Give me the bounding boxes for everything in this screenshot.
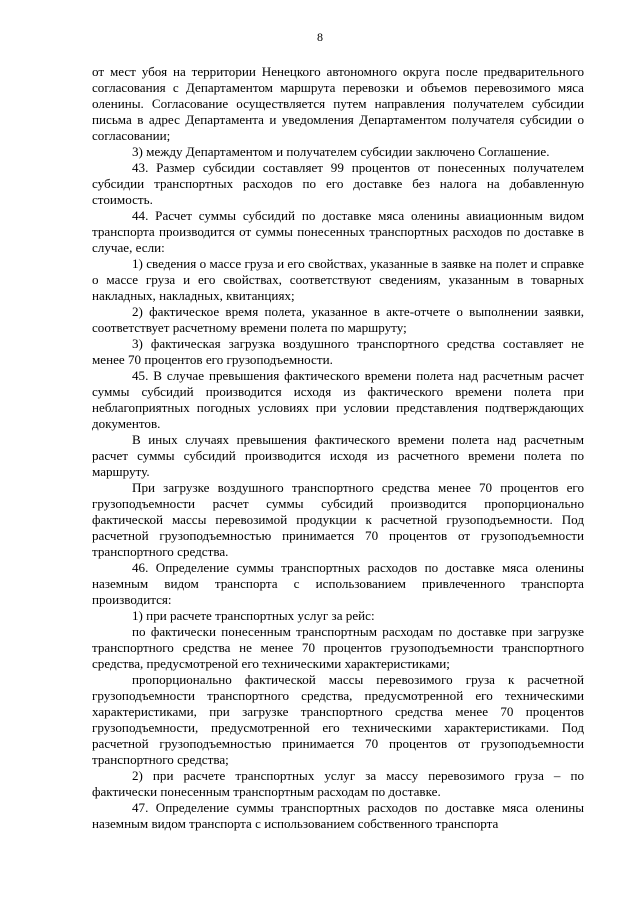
paragraph-44-item-3: 3) фактическая загрузка воздушного транспортного средства составляет не менее 70 процентов его грузоподъемности. — [92, 336, 584, 367]
paragraph-continuation: от мест убоя на территории Ненецкого автономного округа после предварительного согласования с Департаментом маршрута перевозки и объемов перевозимого мяса оленины. Согласование осуществляется путем направления получателем субсидии письма в адрес Департамента и уведомления Департаментом получателя субсидии о согласовании; — [92, 64, 584, 143]
paragraph-46: 46. Определение суммы транспортных расходов по доставке мяса оленины наземным видом транспорта с использованием привлеченного транспорта производится: — [92, 560, 584, 607]
paragraph-46-item-1: 1) при расчете транспортных услуг за рейс: — [132, 608, 375, 623]
paragraph-47: 47. Определение суммы транспортных расходов по доставке мяса оленины наземным видом транспорта с использованием собственного транспорта — [92, 800, 584, 831]
document-body — [92, 64, 584, 832]
paragraph-44-item-2: 2) фактическое время полета, указанное в акте-отчете о выполнении заявки, соответствует расчетному времени полета по маршруту; — [92, 304, 584, 335]
paragraph-item-3-agreement: 3) между Департаментом и получателем субсидии заключено Соглашение. — [132, 144, 550, 159]
paragraph-46-item-2: 2) при расчете транспортных услуг за массу перевозимого груза – по фактически понесенным транспортным расходам по доставке. — [92, 768, 584, 799]
paragraph-46-item-1-proportional: пропорционально фактической массы перевозимого груза к расчетной грузоподъемности транспортного средства, предусмотренной его техническими характеристиками, при загрузке транспортного средства менее 70 процентов грузоподъемности, предусмотренной его техническими характеристиками. Под расчетной грузоподъемностью принимается 70 процентов от грузоподъемности транспортного средства; — [92, 672, 584, 767]
page-number: 8 — [317, 30, 323, 44]
paragraph-46-item-1-full-load: по фактически понесенным транспортным расходам по доставке при загрузке транспортного средства не менее 70 процентов грузоподъемности транспортного средства, предусмотреной его техническими характеристиками; — [92, 624, 584, 671]
paragraph-45-under-load: При загрузке воздушного транспортного средства менее 70 процентов его грузоподъемности расчет суммы субсидий производится пропорционально фактической массы перевозимой продукции к расчетной грузоподъемности. Под расчетной грузоподъемностью принимается 70 процентов от грузоподъемности транспортного средства. — [92, 480, 584, 559]
paragraph-43: 43. Размер субсидии составляет 99 процентов от понесенных получателем субсидии транспортных расходов по его доставке без налога на добавленную стоимость. — [92, 160, 584, 207]
paragraph-44-item-1: 1) сведения о массе груза и его свойствах, указанные в заявке на полет и справке о массе груза и его свойствах, соответствуют сведениям, указанным в товарных накладных, накладных, квитанциях; — [92, 256, 584, 303]
paragraph-45-other-cases: В иных случаях превышения фактического времени полета над расчетным расчет суммы субсидий производится исходя из расчетного времени полета по маршруту. — [92, 432, 584, 479]
paragraph-44: 44. Расчет суммы субсидий по доставке мяса оленины авиационным видом транспорта производится от суммы понесенных транспортных расходов по доставке в случае, если: — [92, 208, 584, 255]
paragraph-45: 45. В случае превышения фактического времени полета над расчетным расчет суммы субсидий производится исходя из фактического времени полета при неблагоприятных погодных условиях при условии представления подтверждающих документов. — [92, 368, 584, 431]
